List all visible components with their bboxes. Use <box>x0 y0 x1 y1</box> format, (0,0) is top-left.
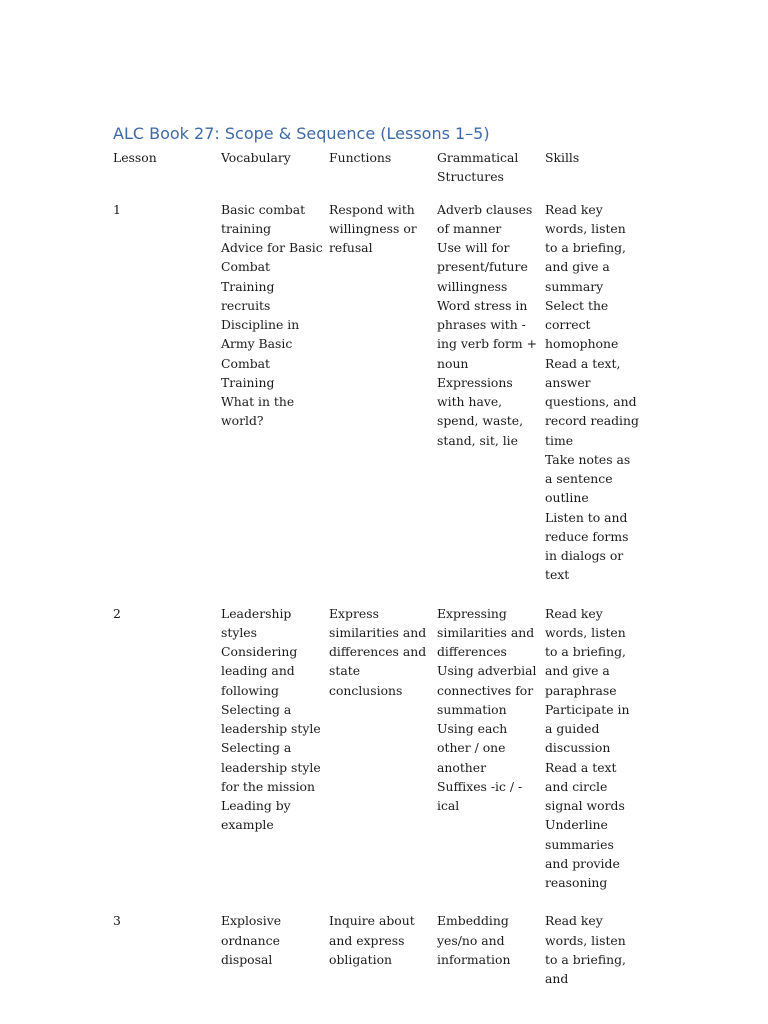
cell-skills <box>545 200 645 604</box>
grammar-item: Embedding yes/no and information <box>437 913 511 967</box>
skills-item: Read key words, listen to a briefing, and <box>545 913 626 986</box>
table-header-row <box>113 148 645 200</box>
vocabulary-item: Discipline in Army Basic Combat Training <box>221 317 300 390</box>
cell-skills <box>545 604 645 912</box>
cell-functions <box>329 200 437 604</box>
table-body <box>113 200 645 1008</box>
table-row <box>113 200 645 604</box>
skills-item: Read key words, listen to a briefing, and give a summary <box>545 201 626 294</box>
vocabulary-item: Considering leading and following <box>221 644 298 698</box>
document-title: ALC Book 27: Scope & Sequence (Lessons 1–5) <box>113 124 490 143</box>
skills-item: Read a text and circle signal words <box>545 759 625 813</box>
table-row <box>113 911 645 1007</box>
grammar-item: Word stress in phrases with -ing verb form + noun <box>437 297 537 371</box>
cell-vocabulary <box>221 604 329 912</box>
header-vocabulary: Vocabulary <box>221 150 291 165</box>
vocabulary-item: What in the world? <box>221 394 295 429</box>
cell-lesson: 1 <box>113 201 121 217</box>
skills-item: Select the correct homophone <box>545 297 619 352</box>
vocabulary-item: Advice for Basic Combat Training recruits <box>221 240 323 313</box>
header-grammar: Grammatical Structures <box>437 150 519 185</box>
grammar-item: Suffixes -ic / -ical <box>437 778 523 813</box>
cell-grammar <box>437 604 545 912</box>
cell-lesson: 3 <box>113 913 121 929</box>
skills-item: Participate in a guided discussion <box>545 701 630 756</box>
cell-functions <box>329 911 437 1007</box>
functions-item: Respond with willingness or refusal <box>329 201 417 255</box>
scope-sequence-table <box>113 148 645 1007</box>
functions-item: Inquire about and express obligation <box>329 913 415 967</box>
cell-lesson: 2 <box>113 605 121 621</box>
cell-grammar <box>437 911 545 1007</box>
functions-item: Express similarities and differences and state conclusions <box>329 605 427 698</box>
vocabulary-item: Explosive ordnance disposal <box>221 913 282 967</box>
cell-skills <box>545 911 645 1007</box>
grammar-item: Expressing similarities and differences <box>437 605 535 659</box>
vocabulary-item: Leading by example <box>221 798 291 833</box>
skills-item: Underline summaries and provide reasoning <box>545 817 620 890</box>
vocabulary-item: Basic combat training <box>221 201 306 236</box>
header-skills: Skills <box>545 150 580 165</box>
grammar-item: Adverb clauses of manner <box>437 201 533 236</box>
skills-item: Read a text, answer questions, and record reading time <box>545 355 639 448</box>
grammar-item: Expressions with have, spend, waste, stand, sit, lie <box>437 374 524 448</box>
cell-vocabulary <box>221 911 329 1007</box>
skills-item: Listen to and reduce forms in dialogs or text <box>545 509 629 583</box>
grammar-item: Use will for present/future willingness <box>437 240 528 294</box>
vocabulary-item: Selecting a leadership style for the mission <box>221 740 321 794</box>
header-functions: Functions <box>329 150 392 165</box>
grammar-item: Using adverbial connectives for summation <box>437 663 537 717</box>
table-row <box>113 604 645 912</box>
vocabulary-item: Selecting a leadership style <box>221 701 321 736</box>
cell-functions <box>329 604 437 912</box>
cell-grammar <box>437 200 545 604</box>
header-lesson: Lesson <box>113 150 157 165</box>
grammar-item: Using each other / one another <box>437 721 508 775</box>
cell-vocabulary <box>221 200 329 604</box>
skills-item: Take notes as a sentence outline <box>545 451 631 506</box>
skills-item: Read key words, listen to a briefing, and give a paraphrase <box>545 605 626 698</box>
vocabulary-item: Leadership styles <box>221 605 292 640</box>
